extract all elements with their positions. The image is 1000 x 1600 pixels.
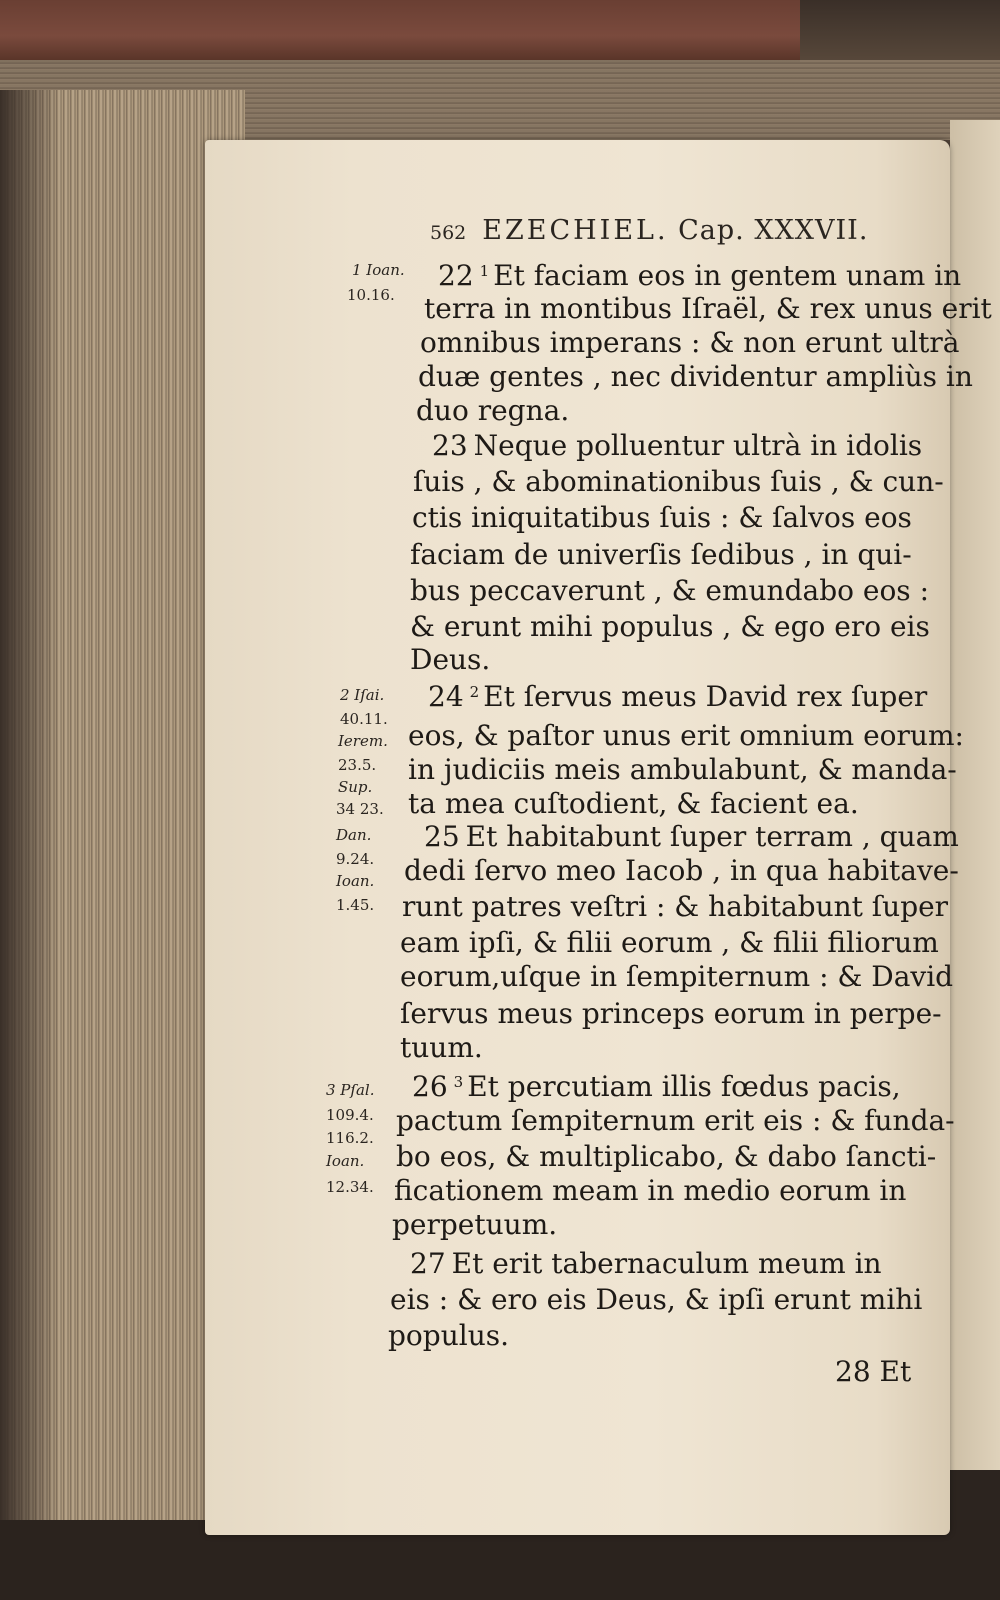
verse-line: & erunt mihi populus , & ego ero eis <box>410 610 930 643</box>
verse-line: perpetuum. <box>392 1208 558 1241</box>
margin-note: 12.34. <box>326 1178 374 1196</box>
margin-note: 3 Pſal. <box>326 1081 375 1099</box>
margin-note: Sup. <box>338 778 373 796</box>
margin-note: 2 Iſai. <box>340 686 385 704</box>
verse-number: 24 <box>428 680 464 713</box>
margin-note: Ioan. <box>326 1152 365 1170</box>
verse-line: ctis iniquitatibus ſuis : & ſalvos eos <box>412 501 912 534</box>
verse-line: populus. <box>388 1319 509 1352</box>
footnote-marker: 3 <box>453 1073 464 1091</box>
verse-line: runt patres veſtri : & habitabunt ſuper <box>402 890 949 923</box>
page-stack-shadow <box>0 90 60 1530</box>
verse-line: omnibus imperans : & non erunt ultrà <box>420 326 960 359</box>
footnote-marker: 2 <box>469 683 480 701</box>
verse-line: 24 $^2$ Et ſervus meus David rex ſuper <box>428 680 928 713</box>
verse-line: pactum ſempiternum erit eis : & funda- <box>396 1104 955 1137</box>
verse-line: 22 $^1$ Et faciam eos in gentem unam in <box>438 259 962 292</box>
verse-line: eam ipſi, & filii eorum , & filii filiorum <box>400 926 939 959</box>
margin-note: 9.24. <box>336 850 375 868</box>
verse-line: terra in montibus Iſraël, & rex unus erit <box>424 292 992 325</box>
verse-line: dedi ſervo meo Iacob , in qua habitave- <box>404 854 959 887</box>
verse-line: faciam de univerſis ſedibus , in qui- <box>410 538 912 571</box>
verse-line: eis : & ero eis Deus, & ipſi erunt mihi <box>390 1283 923 1316</box>
catchword: 28 Et <box>835 1355 912 1388</box>
running-header <box>430 215 868 246</box>
verse-number: 27 <box>410 1247 446 1280</box>
margin-note: Ioan. <box>336 872 375 890</box>
verse-line: eos, & paſtor unus erit omnium eorum: <box>408 719 964 752</box>
verse-line: bo eos, & multiplicabo, & dabo ſancti- <box>396 1140 937 1173</box>
margin-note: 34 23. <box>336 800 384 818</box>
verse-number: 23 <box>432 429 468 462</box>
verse-number: 25 <box>424 820 460 853</box>
verse-line: ſervus meus princeps eorum in perpe- <box>400 997 942 1030</box>
margin-note: Ierem. <box>338 732 388 750</box>
verse-line: 23 Neque polluentur ultrà in idolis <box>432 429 923 462</box>
chapter-label: Cap. XXXVII. <box>678 215 869 246</box>
verse-line: ta mea cuſtodient, & facient ea. <box>408 787 859 820</box>
verse-line: duæ gentes , nec dividentur ampliùs in <box>418 360 973 393</box>
margin-note: 10.16. <box>347 286 395 304</box>
margin-note: 1 Ioan. <box>352 261 405 279</box>
margin-note: 23.5. <box>338 756 377 774</box>
margin-note: 1.45. <box>336 896 375 914</box>
margin-note: Dan. <box>336 826 372 844</box>
verse-line: Deus. <box>410 643 491 676</box>
verse-line: duo regna. <box>416 394 570 427</box>
footnote-marker: 1 <box>479 262 490 280</box>
margin-note: 40.11. <box>340 710 388 728</box>
margin-note: 116.2. <box>326 1129 374 1147</box>
verse-line: in judiciis meis ambulabunt, & manda- <box>408 753 957 786</box>
verse-line: 27 Et erit tabernaculum meum in <box>410 1247 882 1280</box>
verse-line: 26 $^3$ Et percutiam illis fœdus pacis, <box>412 1070 901 1103</box>
verse-line: tuum. <box>400 1031 483 1064</box>
book-title: EZECHIEL. <box>482 215 669 246</box>
verse-line: eorum,uſque in ſempiternum : & David <box>400 960 954 993</box>
verse-line: ficationem meam in medio eorum in <box>394 1174 907 1207</box>
verse-number: 26 <box>412 1070 448 1103</box>
verse-line: 25 Et habitabunt ſuper terram , quam <box>424 820 959 853</box>
book-cover <box>0 0 800 62</box>
verse-line: ſuis , & abominationibus ſuis , & cun- <box>413 465 944 498</box>
margin-note: 109.4. <box>326 1106 374 1124</box>
verse-line: bus peccaverunt , & emundabo eos : <box>410 574 930 607</box>
verse-number: 22 <box>438 259 474 292</box>
page-number: 562 <box>430 222 467 244</box>
